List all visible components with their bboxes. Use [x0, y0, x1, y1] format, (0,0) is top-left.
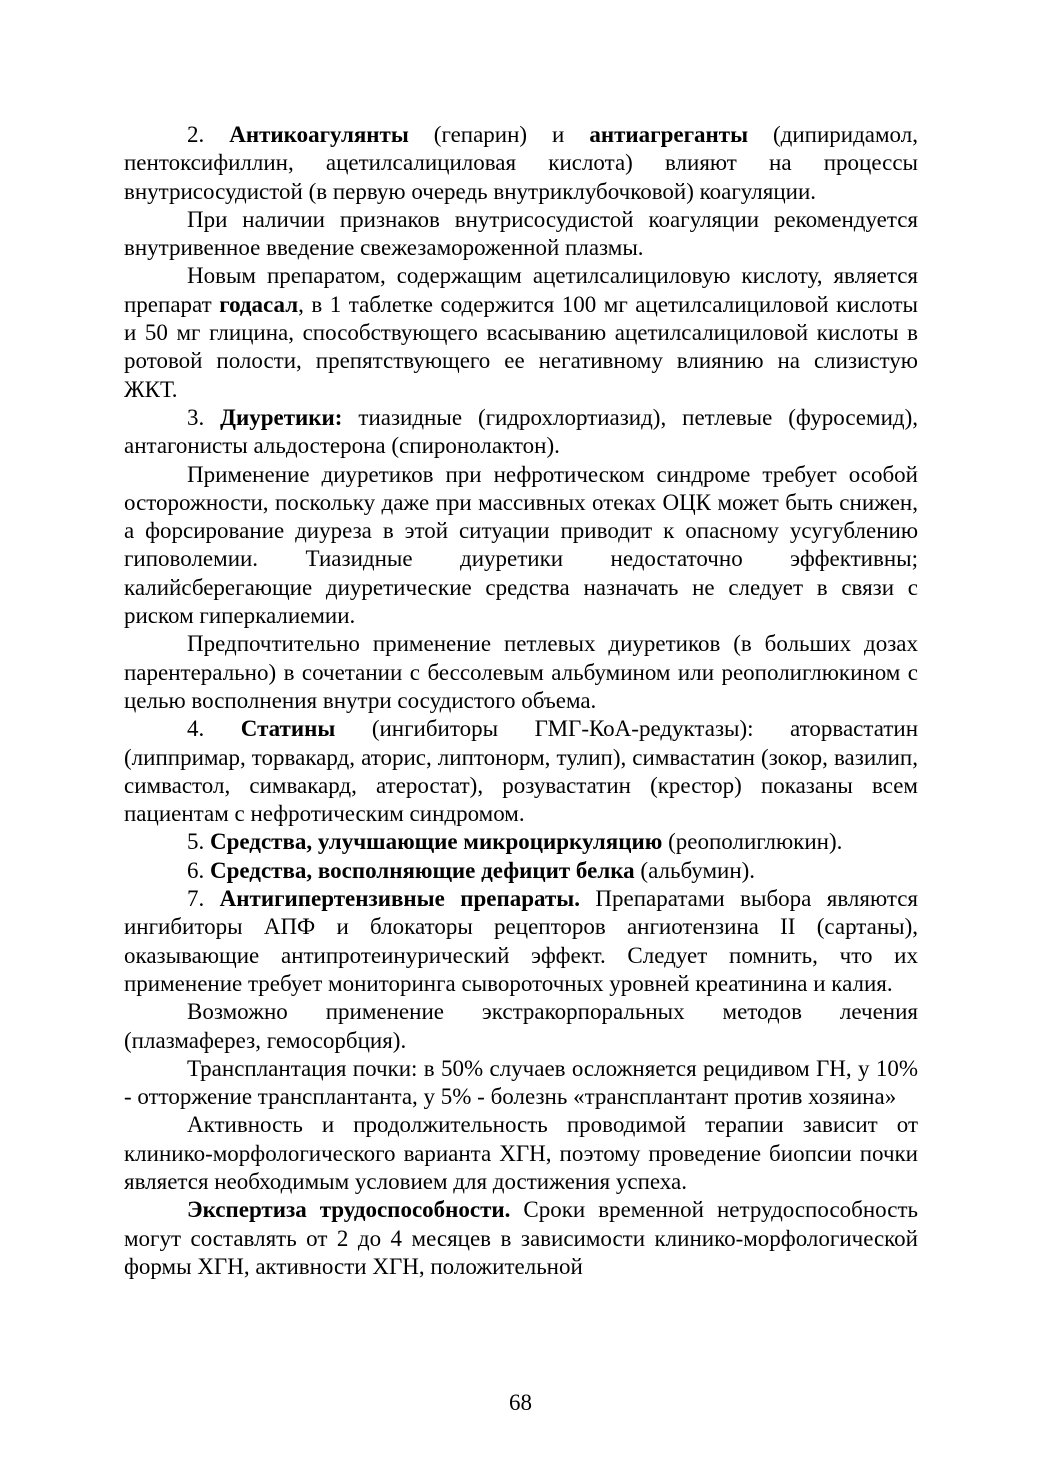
page-body — [124, 121, 918, 1281]
paragraph-text: (дипиридамол, пентоксифиллин, ацетилсалициловая кислота) влияют на процессы внутрисосудистой (в первую очередь внутриклубочковой) коагуляции. — [124, 122, 918, 204]
bold-term: годасал — [219, 291, 299, 317]
item-number: 3. — [187, 404, 205, 430]
paragraph-text: Применение диуретиков при нефротическом синдроме требует особой осторожности, поскольку даже при массивных отеках ОЦК может быть снижен, а форсирование диуреза в этой ситуации приводит к опасному усугублению гиповолемии. Тиазидные диуретики недостаточно эффективны; калийсберегающие диуретические средства назначать не следует в связи с риском гиперкалиемии. — [124, 461, 918, 629]
paragraph-text: При наличии признаков внутрисосудистой коагуляции рекомендуется внутривенное введение свежезамороженной плазмы. — [124, 206, 918, 261]
paragraph-diuretics-caution — [124, 461, 918, 631]
paragraph-anticoagulants — [124, 121, 918, 206]
bold-term: Экспертиза трудоспособности. — [187, 1197, 511, 1223]
paragraph-loop-diuretics — [124, 630, 918, 715]
bold-term: антиагреганты — [589, 122, 749, 147]
paragraph-text: (реополиглюкин). — [662, 829, 843, 855]
item-number: 6. — [187, 857, 205, 883]
paragraph-text: (ингибиторы ГМГ-КоА-редуктазы): аторвастатин (липпримар, торвакард, аторис, липтонорм, тулип), симвастатин (зокор, вазилип, симвастол, симвакард, атеростат), розувастатин (крестор) показаны всем пациентам с нефротическим синдромом. — [124, 716, 919, 827]
bold-term: Средства, восполняющие дефицит белка — [210, 857, 635, 883]
paragraph-transplant — [124, 1055, 918, 1112]
paragraph-godasal — [124, 262, 918, 403]
bold-term: Антигипертензивные препараты. — [219, 886, 580, 912]
item-number: 2. — [187, 122, 205, 147]
paragraph-text: Трансплантация почки: в 50% случаев осложняется рецидивом ГН, у 10% - отторжение трансплантанта, у 5% - болезнь «трансплантант против хозяина» — [124, 1055, 918, 1110]
item-number: 4. — [187, 716, 205, 742]
paragraph-text: (гепарин) и — [408, 122, 590, 147]
paragraph-text: Возможно применение экстракорпоральных методов лечения (плазмаферез, гемосорбция). — [124, 999, 918, 1053]
paragraph-protein — [124, 857, 918, 885]
paragraph-antihypertensive — [124, 885, 918, 998]
paragraph-text: Предпочтительно применение петлевых диуретиков (в больших дозах парентерально) в сочетании с бессолевым альбумином или реополиглюкином с целью восполнения внутри сосудистого объема. — [124, 631, 918, 713]
bold-term: Антикоагулянты — [229, 122, 409, 147]
bold-term: Средства, улучшающие микроциркуляцию — [210, 829, 663, 855]
paragraph-diuretics — [124, 404, 918, 461]
bold-term: Статины — [240, 716, 336, 742]
paragraph-plasma — [124, 206, 918, 263]
paragraph-text: (альбумин). — [634, 857, 756, 883]
paragraph-text: Активность и продолжительность проводимой терапии зависит от клинико-морфологического варианта ХГН, поэтому проведение биопсии почки является необходимым условием для достижения успеха. — [124, 1112, 918, 1194]
paragraph-microcirculation — [124, 828, 918, 856]
paragraph-text: Препаратами выбора являются ингибиторы АПФ и блокаторы рецепторов ангиотензина II (сартаны), оказывающие антипротеинурический эффект. Следует помнить, что их применение требует мониторинга сывороточных уровней креатинина и калия. — [124, 886, 918, 996]
bold-term: Диуретики: — [220, 404, 343, 430]
paragraph-statins — [124, 715, 918, 828]
item-number: 7. — [187, 886, 205, 912]
paragraph-activity — [124, 1111, 918, 1196]
page-number: 68 — [509, 1390, 532, 1415]
paragraph-expertise — [124, 1196, 918, 1281]
item-number: 5. — [187, 829, 205, 855]
paragraph-extracorporeal — [124, 998, 918, 1055]
paragraph-text: тиазидные (гидрохлортиазид), петлевые (фуросемид), антагонисты альдостерона (спиронолактон). — [124, 404, 918, 459]
paragraph-text: Новым препаратом, содержащим ацетилсалициловую кислоту, является препарат — [124, 263, 918, 317]
paragraph-text: , в 1 таблетке содержится 100 мг ацетилсалициловой кислоты и 50 мг глицина, способствующего всасыванию ацетилсалициловой кислоты в ротовой полости, препятствующего ее негативному влиянию на слизистую ЖКТ. — [124, 291, 918, 402]
paragraph-text: Сроки временной нетрудоспособность могут составлять от 2 до 4 месяцев в зависимости клинико-морфологической формы ХГН, активности ХГН, положительной — [124, 1197, 918, 1279]
